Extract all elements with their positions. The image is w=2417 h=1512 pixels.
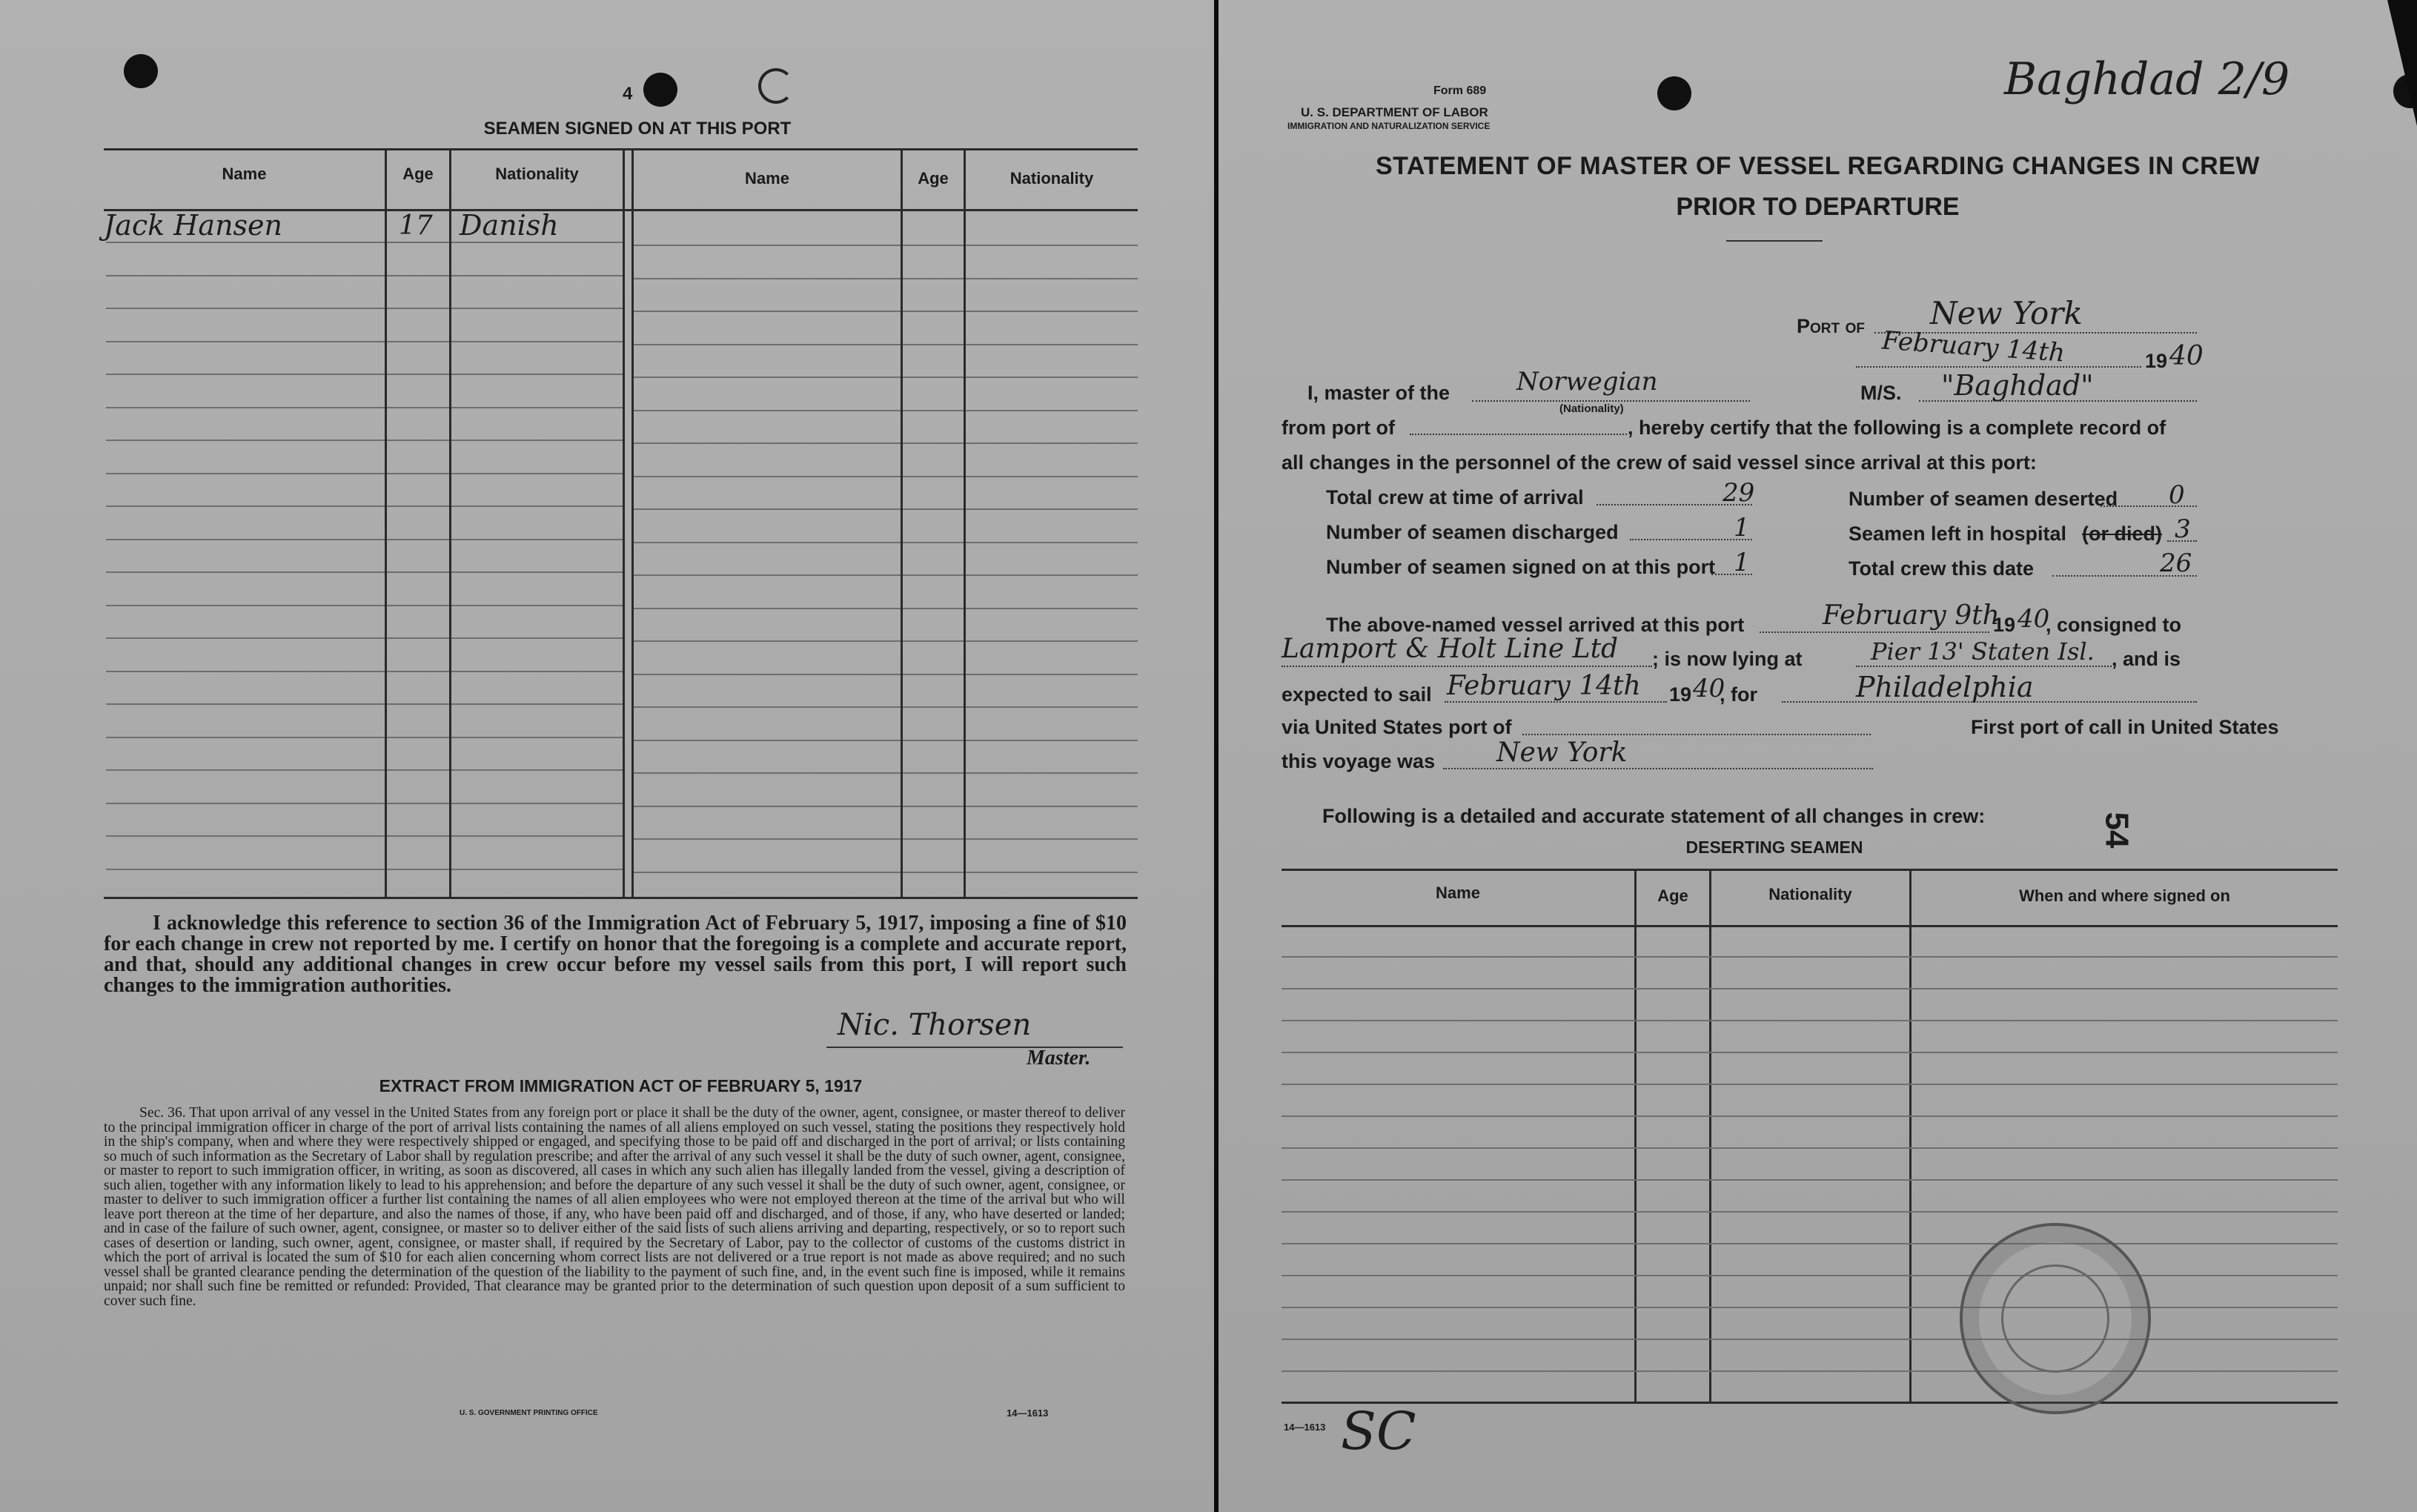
- ruled-line: [106, 737, 385, 738]
- ruled-line: [634, 838, 901, 840]
- vessel-name: "Baghdad": [1941, 369, 2094, 402]
- signed-on-label: Number of seamen signed on at this port: [1326, 556, 1716, 578]
- ruled-line: [966, 311, 1138, 312]
- destination-value: Philadelphia: [1856, 671, 2034, 703]
- expected-label: expected to sail: [1282, 683, 1432, 706]
- col-header-name-2: Name: [745, 169, 789, 188]
- ruled-line: [634, 574, 901, 576]
- year-prefix: 19: [2145, 350, 2168, 372]
- ruled-line: [387, 308, 449, 309]
- date-value: February 14th: [1880, 325, 2066, 368]
- ruled-line: [966, 574, 1138, 576]
- acknowledgment-text: I acknowledge this reference to section 36 of the Immigration Act of February 5, 1917, imposing a fine of $10 for each change in crew not reported by me. I certify on honor that the foregoing is a complete and accurate report, and that, should any additional changes in crew occur before my vessel sails from this port, I will report such changes to the immigration authorities.: [104, 912, 1127, 997]
- ruled-line: [634, 344, 901, 345]
- for-label: , for: [1720, 683, 1757, 706]
- deserting-title: DESERTING SEAMEN: [1685, 838, 1863, 857]
- ruled-line: [634, 740, 901, 741]
- nationality-value: Norwegian: [1516, 367, 1658, 397]
- ruled-line: [1282, 1339, 2338, 1340]
- page-number: 4: [623, 84, 633, 104]
- ruled-line: [966, 706, 1138, 708]
- ruled-line: [387, 505, 449, 507]
- ruled-line: [451, 341, 623, 342]
- ruled-line: [106, 835, 385, 837]
- ruled-line: [634, 608, 901, 609]
- ruled-line: [1282, 1370, 2338, 1372]
- ruled-line: [451, 605, 623, 606]
- ruled-line: [451, 835, 623, 837]
- ruled-line: [106, 605, 385, 606]
- hospital-struck: (or died): [2082, 523, 2162, 545]
- ruled-line: [106, 869, 385, 870]
- ruled-line: [1282, 1275, 2338, 1276]
- ruled-line: [1282, 1211, 2338, 1213]
- first-port-label: First port of call in United States: [1971, 716, 2279, 738]
- arrived-date: February 9th: [1823, 600, 2000, 631]
- right-page: [1219, 0, 2417, 1512]
- ruled-line: [966, 640, 1138, 642]
- ruled-line: [903, 608, 964, 609]
- ruled-line: [387, 374, 449, 375]
- ruled-line: [903, 872, 964, 873]
- ruled-line: [634, 640, 901, 642]
- ruled-line: [106, 769, 385, 771]
- initials: SC: [1341, 1401, 1416, 1462]
- ruled-line: [106, 703, 385, 705]
- ruled-line: [387, 571, 449, 573]
- ruled-line: [634, 542, 901, 543]
- ruled-line: [1282, 988, 2338, 989]
- ruled-line: [966, 872, 1138, 873]
- sail-date: February 14th: [1447, 671, 1641, 701]
- ruled-line: [451, 539, 623, 540]
- punch-hole: [1657, 76, 1691, 110]
- printer-line: U. S. GOVERNMENT PRINTING OFFICE: [460, 1409, 598, 1417]
- ruled-line: [451, 737, 623, 738]
- ruled-line: [634, 674, 901, 675]
- ruled-line: [451, 671, 623, 672]
- ruled-line: [966, 278, 1138, 279]
- form-code: 14—1613: [1007, 1407, 1049, 1419]
- following-text: Following is a detailed and accurate statement of all changes in crew:: [1322, 805, 1986, 827]
- ruled-line: [903, 476, 964, 477]
- total-today-label: Total crew this date: [1849, 557, 2035, 580]
- via-label: via United States port of: [1282, 716, 1512, 738]
- ruled-line: [451, 242, 623, 243]
- ruled-line: [1282, 1020, 2338, 1021]
- ruled-line: [387, 605, 449, 606]
- punch-hole-outline: [758, 68, 794, 104]
- vessel-prefix: M/S.: [1860, 382, 1902, 404]
- ruled-line: [966, 542, 1138, 543]
- lying-at-value: Pier 13' Staten Isl.: [1871, 637, 2095, 666]
- ruled-line: [387, 703, 449, 705]
- ruled-line: [966, 674, 1138, 675]
- immigration-stamp: [1960, 1223, 2151, 1414]
- ruled-line: [106, 803, 385, 804]
- section-title: SEAMEN SIGNED ON AT THIS PORT: [483, 119, 792, 139]
- master-caption: Master.: [1027, 1047, 1091, 1070]
- ruled-line: [1282, 1179, 2338, 1181]
- ruled-line: [451, 703, 623, 705]
- first-port-value: New York: [1496, 737, 1628, 768]
- ruled-line: [966, 377, 1138, 378]
- ruled-line: [106, 440, 385, 441]
- ruled-line: [106, 341, 385, 342]
- punch-hole: [643, 73, 677, 107]
- ruled-line: [634, 476, 901, 477]
- ruled-line: [634, 772, 901, 774]
- ruled-line: [451, 407, 623, 408]
- ruled-line: [106, 473, 385, 474]
- ruled-line: [106, 275, 385, 276]
- ruled-line: [966, 344, 1138, 345]
- ruled-line: [106, 505, 385, 507]
- from-port-label: from port of: [1282, 417, 1395, 439]
- deserted-value: 0: [2169, 480, 2185, 510]
- ruled-line: [451, 374, 623, 375]
- arrived-year-suffix: 40: [2018, 604, 2050, 634]
- ruled-line: [106, 637, 385, 639]
- deserting-col-name: Name: [1436, 883, 1480, 902]
- ruled-line: [966, 442, 1138, 444]
- ruled-line: [387, 341, 449, 342]
- certify-text-2: all changes in the personnel of the crew of said vessel since arrival at this port:: [1282, 451, 2037, 474]
- col-header-age: Age: [402, 165, 434, 183]
- ruled-line: [903, 838, 964, 840]
- seaman-nationality: Danish: [460, 209, 559, 242]
- ruled-line: [451, 869, 623, 870]
- ruled-line: [106, 571, 385, 573]
- ruled-line: [966, 740, 1138, 741]
- arrived-label: The above-named vessel arrived at this port: [1326, 614, 1745, 636]
- sail-year-suffix: 40: [1693, 674, 1725, 703]
- certify-text: , hereby certify that the following is a complete record of: [1628, 417, 2166, 439]
- ruled-line: [903, 278, 964, 279]
- ruled-line: [903, 706, 964, 708]
- sail-year-prefix: 19: [1669, 683, 1692, 706]
- ruled-line: [634, 377, 901, 378]
- handwritten-vessel-name: Baghdad 2/9: [2004, 53, 2290, 105]
- ruled-line: [903, 542, 964, 543]
- ruled-line: [903, 245, 964, 246]
- arrived-year-prefix: 19: [1993, 614, 2016, 636]
- ruled-line: [1282, 1147, 2338, 1149]
- ruled-line: [634, 245, 901, 246]
- lying-at-label: ; is now lying at: [1652, 648, 1803, 670]
- total-crew-label: Total crew at time of arrival: [1326, 486, 1584, 508]
- statement-title: STATEMENT OF MASTER OF VESSEL REGARDING CHANGES IN CREW: [1376, 152, 2260, 180]
- ruled-line: [387, 407, 449, 408]
- deserting-col-age: Age: [1657, 886, 1688, 905]
- ruled-line: [966, 508, 1138, 510]
- ruled-line: [451, 473, 623, 474]
- form-code-right: 14—1613: [1284, 1422, 1326, 1433]
- ruled-line: [451, 803, 623, 804]
- ruled-line: [966, 806, 1138, 807]
- ruled-line: [903, 640, 964, 642]
- service: IMMIGRATION AND NATURALIZATION SERVICE: [1287, 121, 1491, 131]
- hospital-label: Seamen left in hospital: [1849, 523, 2067, 545]
- col-header-nationality-2: Nationality: [1009, 169, 1094, 188]
- department: U. S. DEPARTMENT OF LABOR: [1301, 105, 1488, 119]
- port-label: Port of: [1797, 315, 1866, 337]
- ruled-line: [451, 505, 623, 507]
- seaman-name: Jack Hansen: [104, 209, 283, 242]
- ruled-line: [387, 473, 449, 474]
- ruled-line: [106, 308, 385, 309]
- ruled-line: [966, 245, 1138, 246]
- master-signature: Nic. Thorsen: [838, 1008, 1032, 1042]
- discharged-label: Number of seamen discharged: [1326, 521, 1619, 543]
- ruled-line: [387, 275, 449, 276]
- hospital-value: 3: [2175, 514, 2191, 544]
- nationality-caption: (Nationality): [1559, 402, 1624, 415]
- ruled-line: [106, 374, 385, 375]
- discharged-value: 1: [1734, 513, 1750, 543]
- ruled-line: [451, 308, 623, 309]
- ruled-line: [634, 706, 901, 708]
- ruled-line: [387, 769, 449, 771]
- ruled-line: [966, 410, 1138, 411]
- deserted-label: Number of seamen deserted: [1849, 488, 2118, 510]
- ruled-line: [451, 637, 623, 639]
- ruled-line: [903, 508, 964, 510]
- ruled-line: [387, 440, 449, 441]
- ruled-line: [903, 442, 964, 444]
- ruled-line: [966, 838, 1138, 840]
- total-today-value: 26: [2160, 548, 2192, 578]
- and-is-label: , and is: [2112, 648, 2181, 670]
- ruled-line: [1282, 1243, 2338, 1244]
- ruled-line: [1282, 956, 2338, 958]
- consignee-value: Lamport & Holt Line Ltd: [1282, 634, 1619, 664]
- ruled-line: [903, 311, 964, 312]
- ruled-line: [106, 671, 385, 672]
- signed-on-value: 1: [1734, 548, 1750, 577]
- ruled-line: [387, 737, 449, 738]
- extract-title: EXTRACT FROM IMMIGRATION ACT OF FEBRUARY 5, 1917: [379, 1076, 863, 1095]
- ruled-line: [903, 740, 964, 741]
- ruled-line: [106, 407, 385, 408]
- col-header-age-2: Age: [918, 169, 949, 188]
- ruled-line: [451, 769, 623, 771]
- form-number: Form 689: [1433, 84, 1487, 97]
- ruled-line: [387, 835, 449, 837]
- col-header-nationality: Nationality: [495, 165, 579, 183]
- torn-corner: [2387, 0, 2417, 126]
- ruled-line: [1282, 1307, 2338, 1308]
- ruled-line: [387, 242, 449, 243]
- ruled-line: [903, 410, 964, 411]
- ruled-line: [451, 440, 623, 441]
- ruled-line: [966, 772, 1138, 774]
- ruled-line: [451, 275, 623, 276]
- ruled-line: [634, 278, 901, 279]
- extract-text: Sec. 36. That upon arrival of any vessel in the United States from any foreign port or place it shall be the duty of the owner, agent, consignee, or master thereof to deliver to the principal immigration officer in charge of the port of arrival lists containing the names of all aliens employed on such vessel, stating the positions they respectively hold in the ship's company, when and where they were respectively shipped or engaged, and specifying those to be paid off and discharged in the port of arrival; or lists containing so much of such information as the Secretary of Labor shall by regulation prescribe; and after the arrival of any such vessel it shall be the duty of such owner, agent, consignee, or master to report to such immigration officer, in writing, as soon as discovered, all cases in which any such alien has illegally landed from the vessel, giving a description of such alien, together with any information likely to lead to his apprehension; and before the departure of any such vessel it shall be the duty of such owner, agent, consignee, or master to deliver to such immigration officer a further list containing the names of all alien employees who were not employed thereon at the time of the arrival but who will leave port thereon at the time of her departure, and also the names of those, if any, who have been paid off and discharged, and of those, if any, who have deserted or landed; and in case of the failure of such owner, agent, consignee, or master so to deliver either of the said lists of such aliens arriving and departing, respectively, or so to report such cases of desertion or landing, such owner, agent, consignee, or master shall, if required by the Secretary of Labor, pay to the collector of customs of the customs district in which the port of arrival is located the sum of $10 for each alien concerning whom correct lists are not delivered or a true report is not made as above required; and no such vessel shall be granted clearance pending the determination of the question of the liability to the payment of such fine, and, in the event such fine is imposed, while it remains unpaid; nor shall such fine be remitted or refunded: Provided, That clearance may be granted prior to the determination of such question upon deposit of a sum sufficient to cover such fine.: [104, 1105, 1125, 1309]
- ruled-line: [903, 772, 964, 774]
- ruled-line: [903, 806, 964, 807]
- ruled-line: [106, 242, 385, 243]
- port-value: New York: [1930, 295, 2083, 331]
- ruled-line: [903, 377, 964, 378]
- master-of-label: I, master of the: [1307, 382, 1450, 404]
- ruled-line: [387, 539, 449, 540]
- ruled-line: [903, 674, 964, 675]
- ruled-line: [634, 806, 901, 807]
- ruled-line: [1282, 1115, 2338, 1117]
- ruled-line: [387, 637, 449, 639]
- seaman-age: 17: [399, 210, 433, 241]
- ruled-line: [634, 311, 901, 312]
- ruled-line: [387, 803, 449, 804]
- voyage-label: this voyage was: [1282, 750, 1436, 772]
- consigned-label: , consigned to: [2046, 614, 2182, 636]
- ruled-line: [634, 872, 901, 873]
- ruled-line: [634, 508, 901, 510]
- ruled-line: [1282, 1084, 2338, 1085]
- ruled-line: [903, 344, 964, 345]
- deserting-col-signed-on: When and where signed on: [2019, 886, 2230, 905]
- ruled-line: [1282, 1052, 2338, 1053]
- ruled-line: [634, 442, 901, 444]
- col-header-name: Name: [222, 165, 267, 183]
- ruled-line: [966, 476, 1138, 477]
- total-crew-value: 29: [1723, 478, 1755, 508]
- ruled-line: [451, 571, 623, 573]
- margin-number: 54: [2098, 812, 2135, 849]
- ruled-line: [903, 574, 964, 576]
- year-suffix: 40: [2169, 341, 2204, 371]
- statement-title-2: PRIOR TO DEPARTURE: [1676, 193, 1960, 221]
- ruled-line: [634, 410, 901, 411]
- punch-hole: [124, 54, 158, 88]
- ruled-line: [106, 539, 385, 540]
- ruled-line: [387, 869, 449, 870]
- deserting-col-nationality: Nationality: [1768, 885, 1852, 903]
- ruled-line: [966, 608, 1138, 609]
- ruled-line: [387, 671, 449, 672]
